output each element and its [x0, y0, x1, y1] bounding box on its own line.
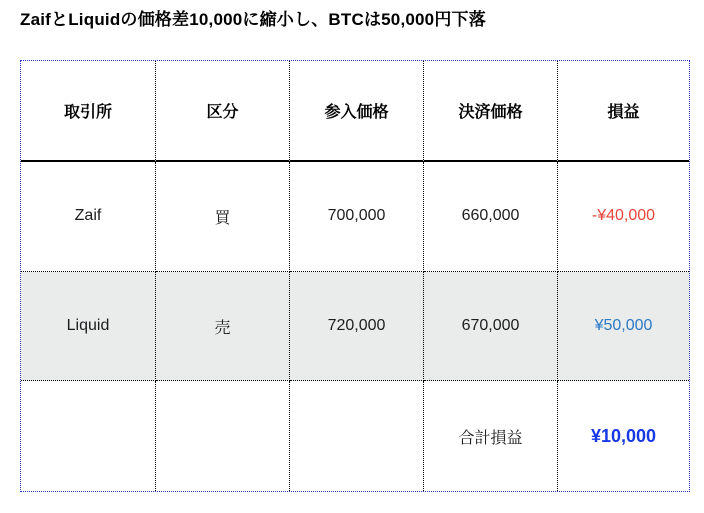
cell-empty: [156, 381, 290, 491]
cell-side: 買: [156, 162, 290, 272]
cell-total-pnl: ¥10,000: [590, 425, 657, 446]
cell-exchange: Liquid: [21, 272, 156, 382]
table-row-liquid: [21, 272, 689, 382]
pnl-table: [20, 60, 690, 492]
cell-total-label: 合計損益: [424, 381, 558, 491]
cell-settlement-price: 660,000: [424, 162, 558, 272]
column-header-exchange: 取引所: [21, 61, 156, 162]
column-header-pnl: 損益: [558, 61, 689, 162]
cell-side: 売: [156, 272, 290, 382]
cell-empty: [21, 381, 156, 491]
cell-exchange: Zaif: [21, 162, 156, 272]
cell-settlement-price: 670,000: [424, 272, 558, 382]
page-title: ZaifとLiquidの価格差10,000に縮小し、BTCは50,000円下落: [20, 10, 486, 29]
cell-pnl-profit: ¥50,000: [558, 272, 689, 382]
column-header-settlement-price: 決済価格: [424, 61, 558, 162]
cell-empty: [290, 381, 424, 491]
table-row-total: [21, 381, 689, 491]
cell-entry-price: 700,000: [290, 162, 424, 272]
cell-entry-price: 720,000: [290, 272, 424, 382]
cell-pnl-loss: -¥40,000: [558, 162, 689, 272]
table-row-zaif: [21, 162, 689, 272]
header-row: [21, 61, 689, 162]
column-header-side: 区分: [156, 61, 290, 162]
column-header-entry-price: 参入価格: [290, 61, 424, 162]
